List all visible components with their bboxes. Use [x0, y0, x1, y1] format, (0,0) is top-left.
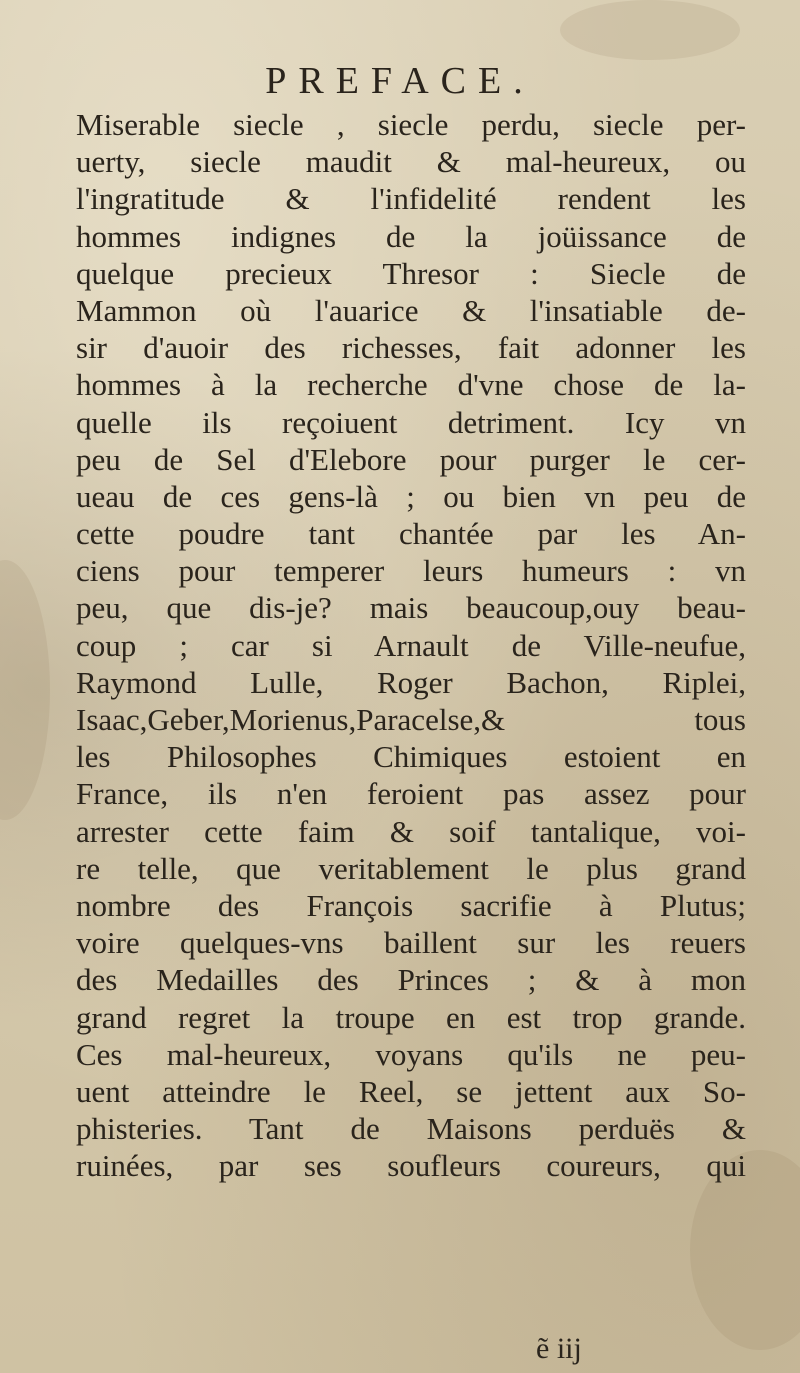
text-line: quelle ils reçoiuent detriment. Icy vn — [76, 404, 746, 440]
text-line: l'ingratitude & l'infidelité rendent les — [76, 181, 746, 217]
text-line: France, ils n'en feroient pas assez pour — [76, 776, 746, 812]
paper-stain — [0, 560, 50, 820]
text-line: grand regret la troupe en est trop grande. — [76, 999, 746, 1035]
text-line: des Medailles des Princes ; & à mon — [76, 962, 746, 998]
text-line: nombre des François sacrifie à Plutus; — [76, 887, 746, 923]
text-line: re telle, que veritablement le plus grand — [76, 850, 746, 886]
text-line: hommes indignes de la joüissance de — [76, 218, 746, 254]
signature-mark: ẽ iij — [536, 1332, 582, 1365]
text-line: phisteries. Tant de Maisons perduës & — [76, 1111, 746, 1147]
text-line: ruinées, par ses soufleurs coureurs, qui — [76, 1148, 746, 1184]
text-line: cette poudre tant chantée par les An- — [76, 516, 746, 552]
text-line: Miserable siecle , siecle perdu, siecle per- — [76, 107, 746, 142]
paper-stain — [560, 0, 740, 60]
text-line: ueau de ces gens-là ; ou bien vn peu de — [76, 478, 746, 514]
text-line: uerty, siecle maudit & mal-heureux, ou — [76, 144, 746, 180]
text-line: ciens pour temperer leurs humeurs : vn — [76, 553, 746, 589]
page-header: PREFACE. — [265, 60, 535, 102]
text-line: peu de Sel d'Elebore pour purger le cer- — [76, 441, 746, 477]
text-line: coup ; car si Arnault de Ville-neufue, — [76, 627, 746, 663]
text-line: hommes à la recherche d'vne chose de la- — [76, 367, 746, 403]
text-line: Ces mal-heureux, voyans qu'ils ne peu- — [76, 1036, 746, 1072]
text-line: les Philosophes Chimiques estoient en — [76, 739, 746, 775]
text-line: voire quelques-vns baillent sur les reuers — [76, 925, 746, 961]
text-line: uent atteindre le Reel, se jettent aux So- — [76, 1073, 746, 1109]
text-line: sir d'auoir des richesses, fait adonner les — [76, 330, 746, 366]
page-text — [76, 106, 746, 1184]
text-line: Mammon où l'auarice & l'insatiable de- — [76, 292, 746, 328]
text-line: peu, que dis-je? mais beaucoup,ouy beau- — [76, 590, 746, 626]
text-line: Raymond Lulle, Roger Bachon, Riplei, — [76, 664, 746, 700]
text-line: quelque precieux Thresor : Siecle de — [76, 255, 746, 291]
text-line: Isaac,Geber,Morienus,Paracelse,& tous — [76, 702, 746, 737]
text-line: arrester cette faim & soif tantalique, voi- — [76, 813, 746, 849]
